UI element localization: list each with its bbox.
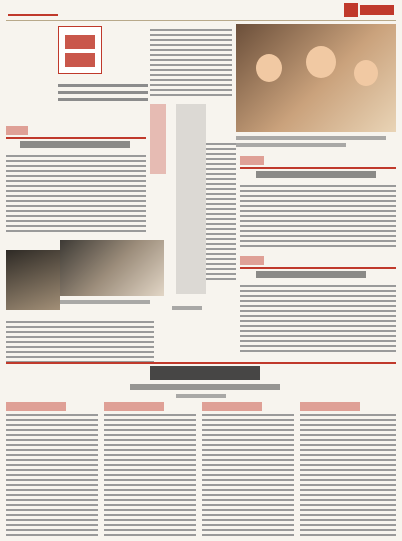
case-heading (202, 402, 262, 411)
body-line (300, 419, 396, 421)
case-study-title (150, 366, 260, 380)
section-tag (360, 5, 394, 15)
body-line (202, 414, 294, 416)
note-box (6, 318, 154, 364)
sub-article-kicker (240, 256, 264, 265)
photo-subject (256, 54, 282, 82)
body-line (240, 185, 396, 187)
classroom-photo (6, 250, 60, 310)
sub-article-body (6, 152, 146, 236)
hero-photo (236, 24, 396, 132)
photo-subject (354, 60, 378, 86)
feature-byline (172, 306, 202, 310)
body-line (240, 285, 396, 287)
lead-paragraph (150, 29, 232, 31)
sub-article-kicker (6, 126, 28, 135)
sub-article-rule (240, 167, 396, 169)
issue-info (66, 5, 176, 15)
case-study-subtitle (130, 384, 280, 390)
case-study-byline (176, 394, 226, 398)
feature-headline (170, 104, 206, 304)
body-line (6, 414, 98, 416)
feature-body-column (206, 140, 236, 300)
case-column-2 (104, 402, 196, 536)
editor-credits (58, 80, 148, 114)
sub-article-body (240, 282, 396, 356)
page-number (344, 3, 358, 17)
section-brand-mark (65, 53, 95, 67)
feature-headline-text (176, 104, 206, 294)
section-brand-mark (65, 35, 95, 49)
case-study-divider (6, 362, 396, 364)
sub-article-rule (6, 137, 146, 139)
masthead-divider (6, 20, 396, 21)
case-column-4 (300, 402, 396, 536)
lead-article (150, 26, 232, 100)
case-heading (6, 402, 66, 411)
case-heading (104, 402, 164, 411)
hero-caption-line (236, 143, 346, 147)
editor-line (58, 98, 148, 101)
editor-line (58, 84, 148, 87)
sub-article-body (240, 182, 396, 252)
body-line (104, 414, 196, 416)
case-heading (300, 402, 360, 411)
case-column-3 (202, 402, 294, 536)
sub-article-title (256, 271, 366, 278)
feature-deck (150, 104, 166, 174)
hero-caption (236, 136, 386, 140)
lead-paragraph (150, 69, 232, 71)
sub-article-rule (240, 267, 396, 269)
inset-photo (60, 240, 164, 296)
section-brand-box (58, 26, 102, 74)
sub-article-title (20, 141, 130, 148)
body-line (300, 414, 396, 416)
photo-subject (306, 46, 336, 78)
paper-logo (8, 4, 58, 16)
body-line (6, 155, 146, 157)
inset-caption (60, 300, 150, 304)
sub-article-kicker (240, 156, 264, 165)
sub-article-title (256, 171, 376, 178)
case-column-1 (6, 402, 98, 536)
editor-line (58, 91, 148, 94)
